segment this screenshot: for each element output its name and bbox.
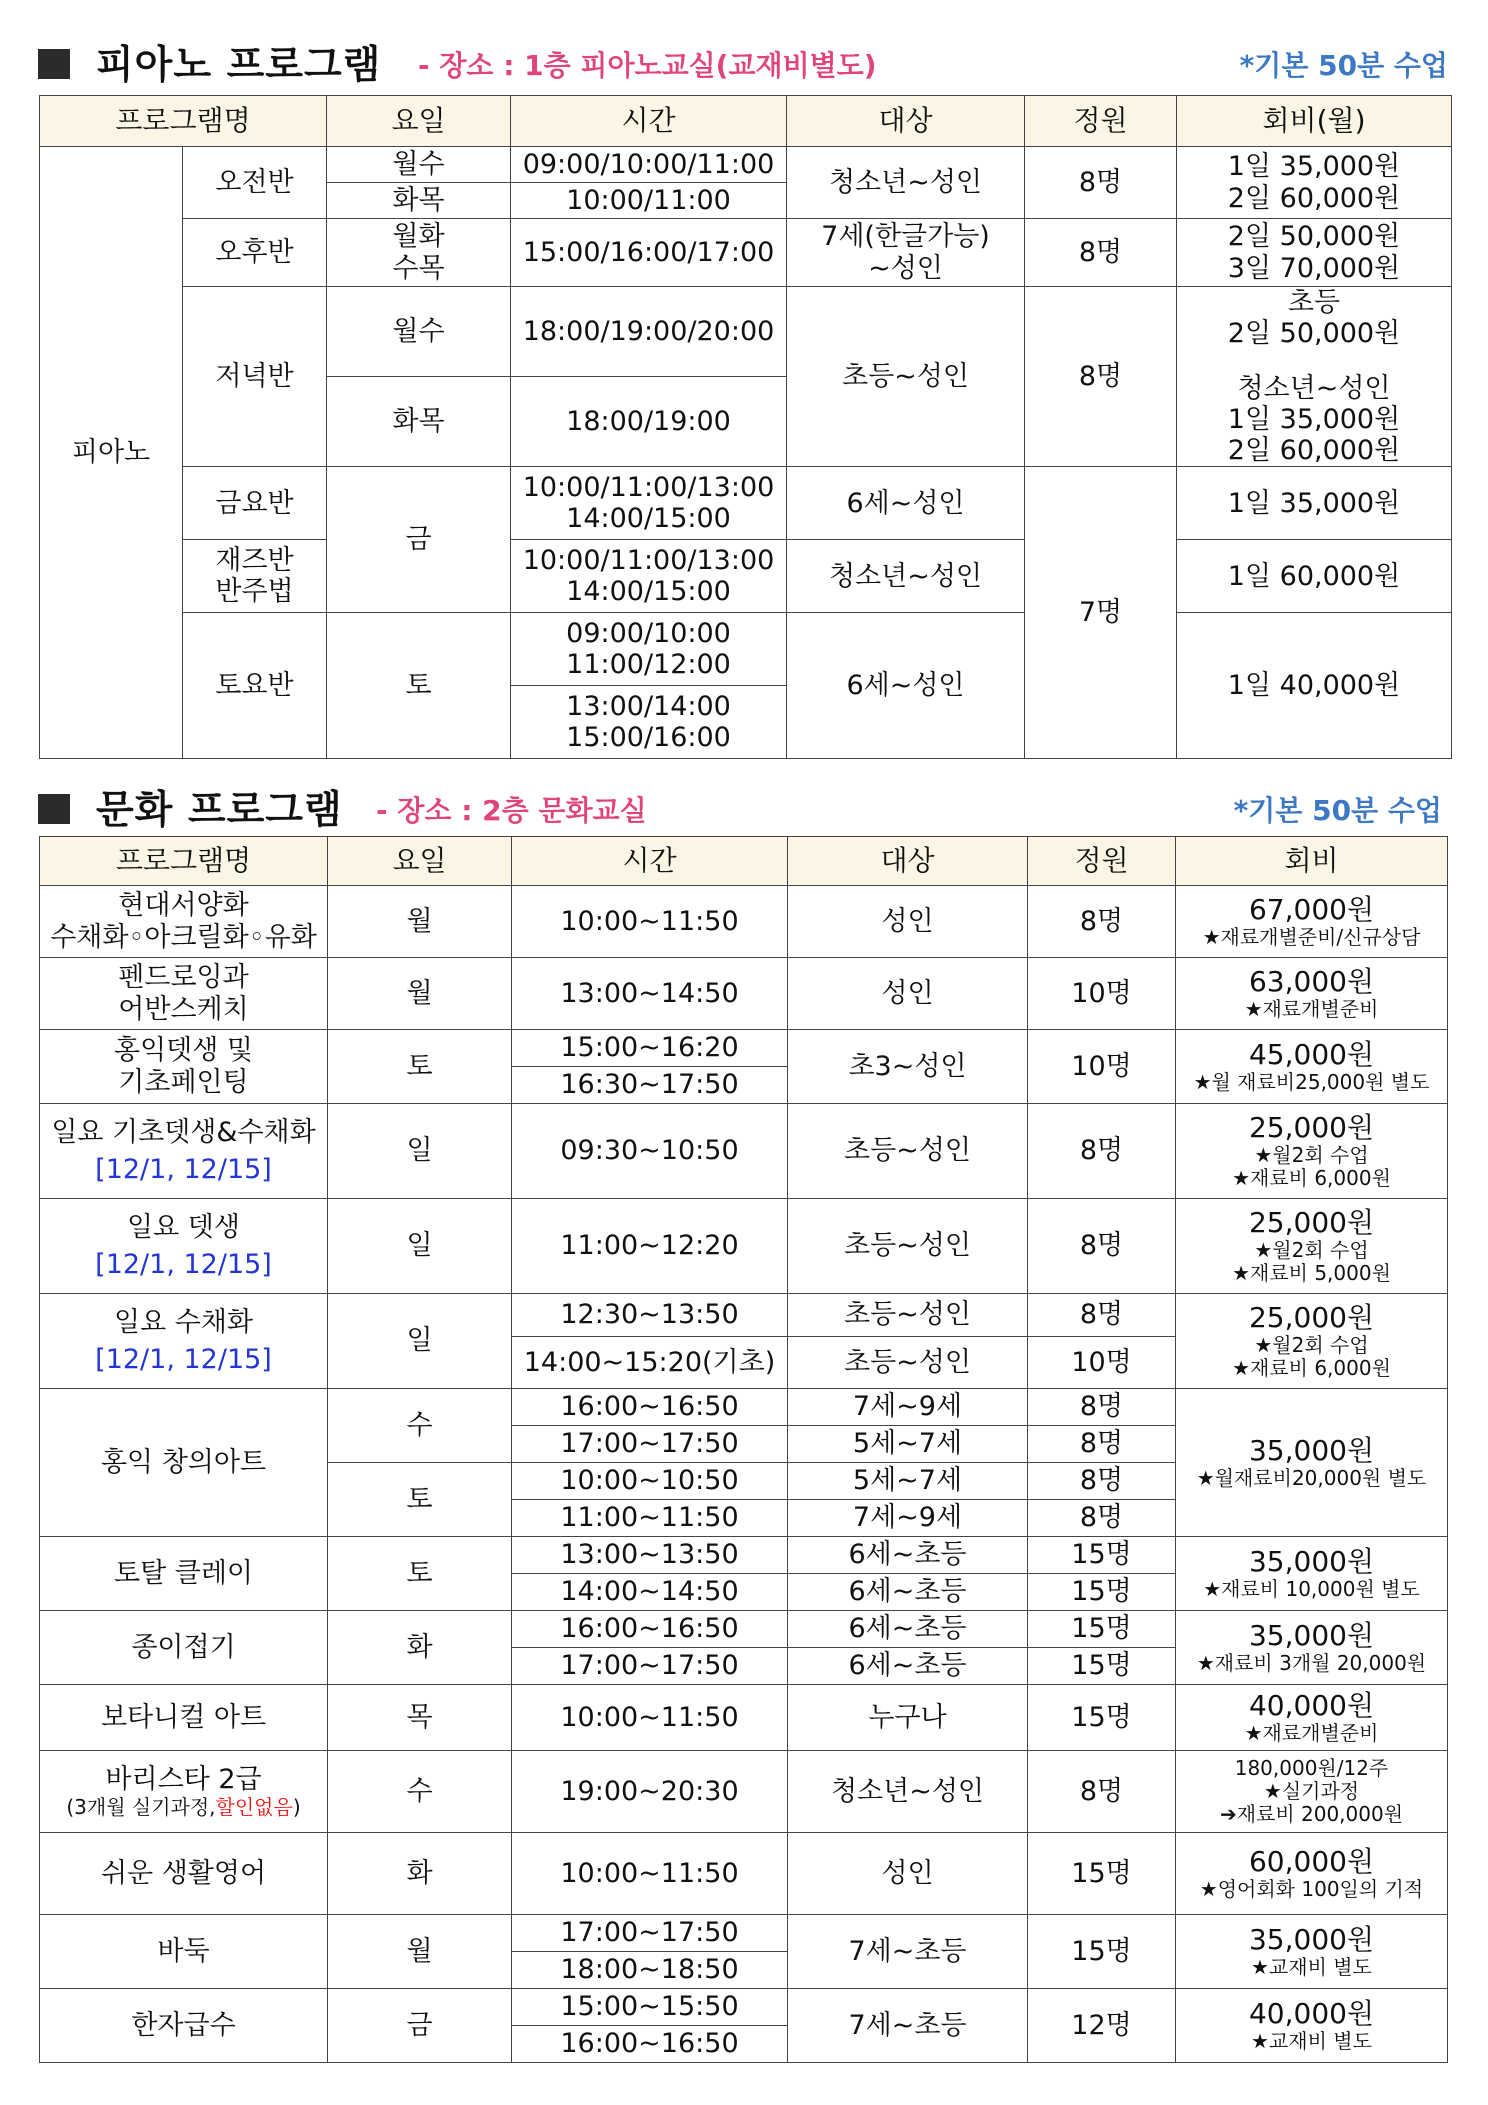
time-cell: 19:00~20:30 (512, 1751, 788, 1833)
target-cell: 6세~초등 (788, 1574, 1028, 1611)
program-name (40, 1199, 328, 1294)
fee-cell (1176, 1537, 1448, 1611)
name-line: 일요 수채화 (114, 1306, 253, 1338)
program-name: 토탈 클레이 (40, 1537, 328, 1611)
capacity-cell: 15명 (1028, 1611, 1176, 1648)
fee-note: ★교재비 별도 (1251, 1955, 1372, 1980)
table-row (40, 1611, 1448, 1648)
target-cell: 초등~성인 (788, 1104, 1028, 1199)
time-cell: 10:00~11:50 (512, 1833, 788, 1915)
name-line: 일요 기초뎃생&수채화 (51, 1116, 316, 1148)
header-time: 시간 (512, 837, 788, 886)
time-cell (511, 540, 787, 613)
fee-note: ★월2회 수업 (1254, 1238, 1369, 1263)
piano-table (39, 95, 1452, 759)
time-cell: 14:00~14:50 (512, 1574, 788, 1611)
piano-section-header (38, 30, 1448, 90)
fee-note: ★재료비 6,000원 (1232, 1166, 1391, 1191)
program-name (40, 886, 328, 958)
culture-table (39, 836, 1448, 2063)
day-cell: 월 (328, 886, 512, 958)
fee-line: 초등 (1287, 287, 1341, 318)
fee-line: 2일 50,000원 (1227, 221, 1401, 253)
target-cell: 6세~초등 (788, 1537, 1028, 1574)
header-day: 요일 (327, 96, 511, 147)
program-name: 오전반 (183, 147, 327, 219)
day-cell: 토 (328, 1463, 512, 1537)
fee-note: ★월재료비20,000원 별도 (1196, 1466, 1427, 1491)
capacity-cell: 8명 (1028, 1751, 1176, 1833)
fee-amount: 35,000원 (1248, 1618, 1375, 1652)
time-cell: 16:00~16:50 (512, 2026, 788, 2063)
fee-note: ★월 재료비25,000원 별도 (1193, 1070, 1430, 1095)
capacity-cell: 8명 (1025, 287, 1177, 467)
no-discount-label: 할인없음 (215, 1794, 293, 1819)
fee-note: ★실기과정 (1263, 1779, 1360, 1803)
fee-line: 1일 35,000원 (1227, 404, 1401, 436)
fee-note: ★월2회 수업 (1254, 1143, 1369, 1168)
class-dates: [12/1, 12/15] (95, 1249, 272, 1280)
fee-cell (1176, 1389, 1448, 1537)
table-row (40, 1685, 1448, 1751)
table-header-row (40, 96, 1452, 147)
table-row (40, 1030, 1448, 1067)
table-header-row (40, 837, 1448, 886)
fee-amount: 25,000원 (1248, 1110, 1375, 1144)
table-row (40, 1833, 1448, 1915)
time-cell: 15:00~15:50 (512, 1989, 788, 2026)
target-cell: 누구나 (788, 1685, 1028, 1751)
target-cell: 초3~성인 (788, 1030, 1028, 1104)
subnote-text: (3개월 실기과정, (66, 1794, 216, 1819)
fee-amount: 35,000원 (1248, 1922, 1375, 1956)
day-cell: 목 (328, 1685, 512, 1751)
header-program: 프로그램명 (40, 837, 328, 886)
culture-venue: - 장소 : 2층 문화교실 (376, 794, 647, 827)
target-cell: 청소년~성인 (787, 540, 1025, 613)
header-target: 대상 (787, 96, 1025, 147)
time-line: 10:00/11:00/13:00 (522, 545, 775, 577)
target-cell: 5세~7세 (788, 1463, 1028, 1500)
fee-cell: 1일 40,000원 (1177, 613, 1452, 759)
section-bullet-icon (38, 49, 70, 79)
table-row (40, 1915, 1448, 1952)
fee-cell (1176, 1989, 1448, 2063)
fee-note: ★재료개별준비/신규상담 (1202, 925, 1421, 950)
fee-note: ★영어회화 100일의 기적 (1199, 1877, 1424, 1902)
time-cell: 16:00~16:50 (512, 1611, 788, 1648)
time-cell: 09:30~10:50 (512, 1104, 788, 1199)
day-cell: 일 (328, 1104, 512, 1199)
capacity-cell: 8명 (1028, 1500, 1176, 1537)
target-cell: 성인 (788, 958, 1028, 1030)
capacity-cell: 8명 (1028, 1463, 1176, 1500)
fee-cell (1177, 219, 1452, 287)
program-name: 한자급수 (40, 1989, 328, 2063)
table-row (40, 219, 1452, 287)
table-row (40, 613, 1452, 686)
program-subnote (42, 1796, 325, 1819)
name-line: 펜드로잉과 (118, 962, 249, 994)
target-cell: 6세~성인 (787, 613, 1025, 759)
day-cell: 일 (328, 1199, 512, 1294)
fee-amount: 40,000원 (1248, 1688, 1375, 1722)
class-dates: [12/1, 12/15] (95, 1154, 272, 1185)
fee-note: ★월2회 수업 (1254, 1333, 1369, 1358)
program-name: 토요반 (183, 613, 327, 759)
fee-cell (1176, 958, 1448, 1030)
name-line: 재즈반 (215, 545, 294, 577)
time-cell: 10:00~11:50 (512, 886, 788, 958)
target-line: 7세(한글가능) (821, 221, 990, 253)
time-cell (511, 467, 787, 540)
capacity-cell: 8명 (1028, 1294, 1176, 1337)
target-cell: 5세~7세 (788, 1426, 1028, 1463)
header-target: 대상 (788, 837, 1028, 886)
target-cell: 초등~성인 (788, 1337, 1028, 1389)
fee-amount: 35,000원 (1248, 1433, 1375, 1467)
fee-cell (1176, 1030, 1448, 1104)
capacity-cell: 8명 (1028, 886, 1176, 958)
capacity-cell: 15명 (1028, 1574, 1176, 1611)
day-cell: 토 (328, 1537, 512, 1611)
fee-cell (1176, 1751, 1448, 1833)
header-program: 프로그램명 (40, 96, 327, 147)
time-cell: 09:00/10:00/11:00 (511, 147, 787, 183)
fee-amount: 40,000원 (1248, 1996, 1375, 2030)
time-line: 11:00/12:00 (566, 649, 731, 681)
time-cell: 12:30~13:50 (512, 1294, 788, 1337)
day-cell: 수 (328, 1389, 512, 1463)
header-day: 요일 (328, 837, 512, 886)
time-cell: 11:00~11:50 (512, 1500, 788, 1537)
fee-amount: 45,000원 (1248, 1037, 1375, 1071)
table-row (40, 958, 1448, 1030)
piano-basic-note: *기본 50분 수업 (1239, 49, 1448, 82)
time-cell: 14:00~15:20(기초) (512, 1337, 788, 1389)
table-row (40, 1389, 1448, 1426)
target-line: ~성인 (868, 252, 943, 284)
time-cell: 17:00~17:50 (512, 1426, 788, 1463)
culture-section-title: 문화 프로그램 (96, 788, 343, 833)
program-name: 종이접기 (40, 1611, 328, 1685)
fee-cell (1177, 287, 1452, 467)
fee-cell (1176, 1199, 1448, 1294)
name-line: 어반스케치 (118, 993, 249, 1025)
target-cell: 성인 (788, 886, 1028, 958)
fee-amount: 67,000원 (1248, 892, 1375, 926)
program-name: 금요반 (183, 467, 327, 540)
culture-basic-note: *기본 50분 수업 (1233, 794, 1442, 827)
day-line: 수목 (392, 252, 445, 284)
fee-line: 2일 60,000원 (1227, 435, 1401, 467)
fee-line: 3일 70,000원 (1227, 252, 1401, 284)
capacity-cell: 8명 (1028, 1426, 1176, 1463)
class-dates: [12/1, 12/15] (95, 1344, 272, 1375)
header-time: 시간 (511, 96, 787, 147)
fee-note: ➔재료비 200,000원 (1219, 1802, 1404, 1826)
capacity-cell: 15명 (1028, 1915, 1176, 1989)
header-fee: 회비(월) (1177, 96, 1452, 147)
time-cell: 10:00/11:00 (511, 183, 787, 219)
header-fee: 회비 (1176, 837, 1448, 886)
capacity-cell: 8명 (1028, 1104, 1176, 1199)
time-cell (511, 613, 787, 686)
target-cell: 초등~성인 (787, 287, 1025, 467)
fee-cell (1177, 147, 1452, 219)
target-cell: 성인 (788, 1833, 1028, 1915)
target-cell: 초등~성인 (788, 1199, 1028, 1294)
time-cell: 10:00~10:50 (512, 1463, 788, 1500)
fee-note: ★재료개별준비 (1244, 1721, 1379, 1746)
time-line: 15:00/16:00 (566, 722, 731, 754)
section-bullet-icon (38, 794, 70, 824)
table-row (40, 540, 1452, 613)
day-cell: 토 (327, 613, 511, 759)
piano-venue: - 장소 : 1층 피아노교실(교재비별도) (418, 49, 877, 82)
time-cell: 13:00~14:50 (512, 958, 788, 1030)
capacity-cell: 8명 (1028, 1199, 1176, 1294)
program-name (40, 958, 328, 1030)
subnote-close: ) (292, 1794, 301, 1819)
target-cell: 7세~9세 (788, 1500, 1028, 1537)
capacity-cell: 15명 (1028, 1833, 1176, 1915)
day-cell: 금 (327, 467, 511, 613)
time-cell (511, 686, 787, 759)
time-cell: 15:00~16:20 (512, 1030, 788, 1067)
time-cell: 15:00/16:00/17:00 (511, 219, 787, 287)
fee-amount: 63,000원 (1248, 964, 1375, 998)
time-line: 14:00/15:00 (566, 503, 731, 535)
table-row (40, 1294, 1448, 1337)
time-line: 13:00/14:00 (566, 691, 731, 723)
fee-line: 2일 60,000원 (1227, 182, 1401, 214)
time-cell: 17:00~17:50 (512, 1915, 788, 1952)
capacity-cell: 15명 (1028, 1537, 1176, 1574)
fee-amount: 60,000원 (1248, 1844, 1375, 1878)
table-row (40, 1199, 1448, 1294)
fee-amount: 180,000원/12주 (1234, 1756, 1389, 1780)
piano-group-label: 피아노 (40, 147, 183, 759)
name-line: 바리스타 2급 (105, 1764, 262, 1796)
capacity-cell: 10명 (1028, 958, 1176, 1030)
capacity-cell: 8명 (1025, 147, 1177, 219)
time-cell: 18:00/19:00 (511, 377, 787, 467)
fee-note: ★재료비 6,000원 (1232, 1356, 1391, 1381)
day-line: 월화 (392, 221, 445, 253)
table-row (40, 467, 1452, 540)
table-row (40, 886, 1448, 958)
day-cell: 화목 (327, 183, 511, 219)
time-cell: 17:00~17:50 (512, 1648, 788, 1685)
day-cell: 화목 (327, 377, 511, 467)
name-line: 현대서양화 (118, 890, 249, 922)
target-cell: 7세~초등 (788, 1915, 1028, 1989)
fee-cell (1176, 1915, 1448, 1989)
program-name: 바둑 (40, 1915, 328, 1989)
time-cell: 11:00~12:20 (512, 1199, 788, 1294)
capacity-cell: 8명 (1025, 219, 1177, 287)
table-row (40, 1751, 1448, 1833)
target-cell: 6세~초등 (788, 1648, 1028, 1685)
fee-note: ★재료비 10,000원 별도 (1203, 1577, 1420, 1602)
day-cell: 토 (328, 1030, 512, 1104)
time-cell: 16:30~17:50 (512, 1067, 788, 1104)
fee-amount: 35,000원 (1248, 1544, 1375, 1578)
name-line: 일요 뎃생 (127, 1211, 240, 1243)
fee-cell (1176, 1685, 1448, 1751)
fee-note: ★교재비 별도 (1251, 2029, 1372, 2054)
fee-cell (1176, 1294, 1448, 1389)
day-cell: 화 (328, 1611, 512, 1685)
program-name: 오후반 (183, 219, 327, 287)
table-row (40, 287, 1452, 377)
program-name (40, 1294, 328, 1389)
piano-section-title: 피아노 프로그램 (96, 43, 382, 88)
table-row (40, 147, 1452, 183)
program-name (183, 540, 327, 613)
fee-cell: 1일 35,000원 (1177, 467, 1452, 540)
time-cell: 18:00/19:00/20:00 (511, 287, 787, 377)
target-cell: 6세~초등 (788, 1611, 1028, 1648)
target-cell: 7세~9세 (788, 1389, 1028, 1426)
program-name: 보타니컬 아트 (40, 1685, 328, 1751)
program-name: 쉬운 생활영어 (40, 1833, 328, 1915)
target-cell (787, 219, 1025, 287)
table-row (40, 1989, 1448, 2026)
fee-cell (1176, 1611, 1448, 1685)
target-cell: 6세~성인 (787, 467, 1025, 540)
fee-line: 2일 50,000원 (1227, 318, 1401, 350)
header-capacity: 정원 (1028, 837, 1176, 886)
day-cell: 수 (328, 1751, 512, 1833)
time-cell: 18:00~18:50 (512, 1952, 788, 1989)
program-name (40, 1030, 328, 1104)
time-cell: 13:00~13:50 (512, 1537, 788, 1574)
name-line: 수채화◦아크릴화◦유화 (50, 921, 317, 953)
name-line: 홍익뎃생 및 (114, 1035, 253, 1067)
capacity-cell: 7명 (1025, 467, 1177, 759)
time-cell: 10:00~11:50 (512, 1685, 788, 1751)
target-cell: 청소년~성인 (787, 147, 1025, 219)
table-row (40, 1537, 1448, 1574)
header-capacity: 정원 (1025, 96, 1177, 147)
target-cell: 초등~성인 (788, 1294, 1028, 1337)
capacity-cell: 8명 (1028, 1389, 1176, 1426)
capacity-cell: 15명 (1028, 1685, 1176, 1751)
fee-amount: 25,000원 (1248, 1300, 1375, 1334)
day-cell: 일 (328, 1294, 512, 1389)
program-name (40, 1751, 328, 1833)
fee-note: ★재료비 5,000원 (1232, 1261, 1391, 1286)
fee-line: 1일 35,000원 (1227, 151, 1401, 183)
culture-section-header (38, 775, 1442, 835)
capacity-cell: 12명 (1028, 1989, 1176, 2063)
table-row (40, 1104, 1448, 1199)
day-cell: 금 (328, 1989, 512, 2063)
fee-cell (1176, 1104, 1448, 1199)
time-cell: 16:00~16:50 (512, 1389, 788, 1426)
target-cell: 7세~초등 (788, 1989, 1028, 2063)
day-cell: 월수 (327, 147, 511, 183)
target-cell: 청소년~성인 (788, 1751, 1028, 1833)
fee-note: ★재료개별준비 (1244, 997, 1379, 1022)
name-line: 기초페인팅 (118, 1066, 249, 1098)
day-cell: 월 (328, 958, 512, 1030)
fee-cell (1176, 1833, 1448, 1915)
time-line: 09:00/10:00 (566, 618, 731, 650)
capacity-cell: 15명 (1028, 1648, 1176, 1685)
day-cell (327, 219, 511, 287)
time-line: 10:00/11:00/13:00 (522, 472, 775, 504)
fee-line: 청소년~성인 (1237, 373, 1391, 405)
program-name: 저녁반 (183, 287, 327, 467)
day-cell: 월수 (327, 287, 511, 377)
capacity-cell: 10명 (1028, 1337, 1176, 1389)
name-line: 반주법 (215, 576, 294, 608)
fee-note: ★재료비 3개월 20,000원 (1196, 1651, 1427, 1676)
capacity-cell: 10명 (1028, 1030, 1176, 1104)
program-name (40, 1104, 328, 1199)
day-cell: 월 (328, 1915, 512, 1989)
fee-cell: 1일 60,000원 (1177, 540, 1452, 613)
time-line: 14:00/15:00 (566, 576, 731, 608)
program-name: 홍익 창의아트 (40, 1389, 328, 1537)
fee-amount: 25,000원 (1248, 1205, 1375, 1239)
fee-cell (1176, 886, 1448, 958)
day-cell: 화 (328, 1833, 512, 1915)
